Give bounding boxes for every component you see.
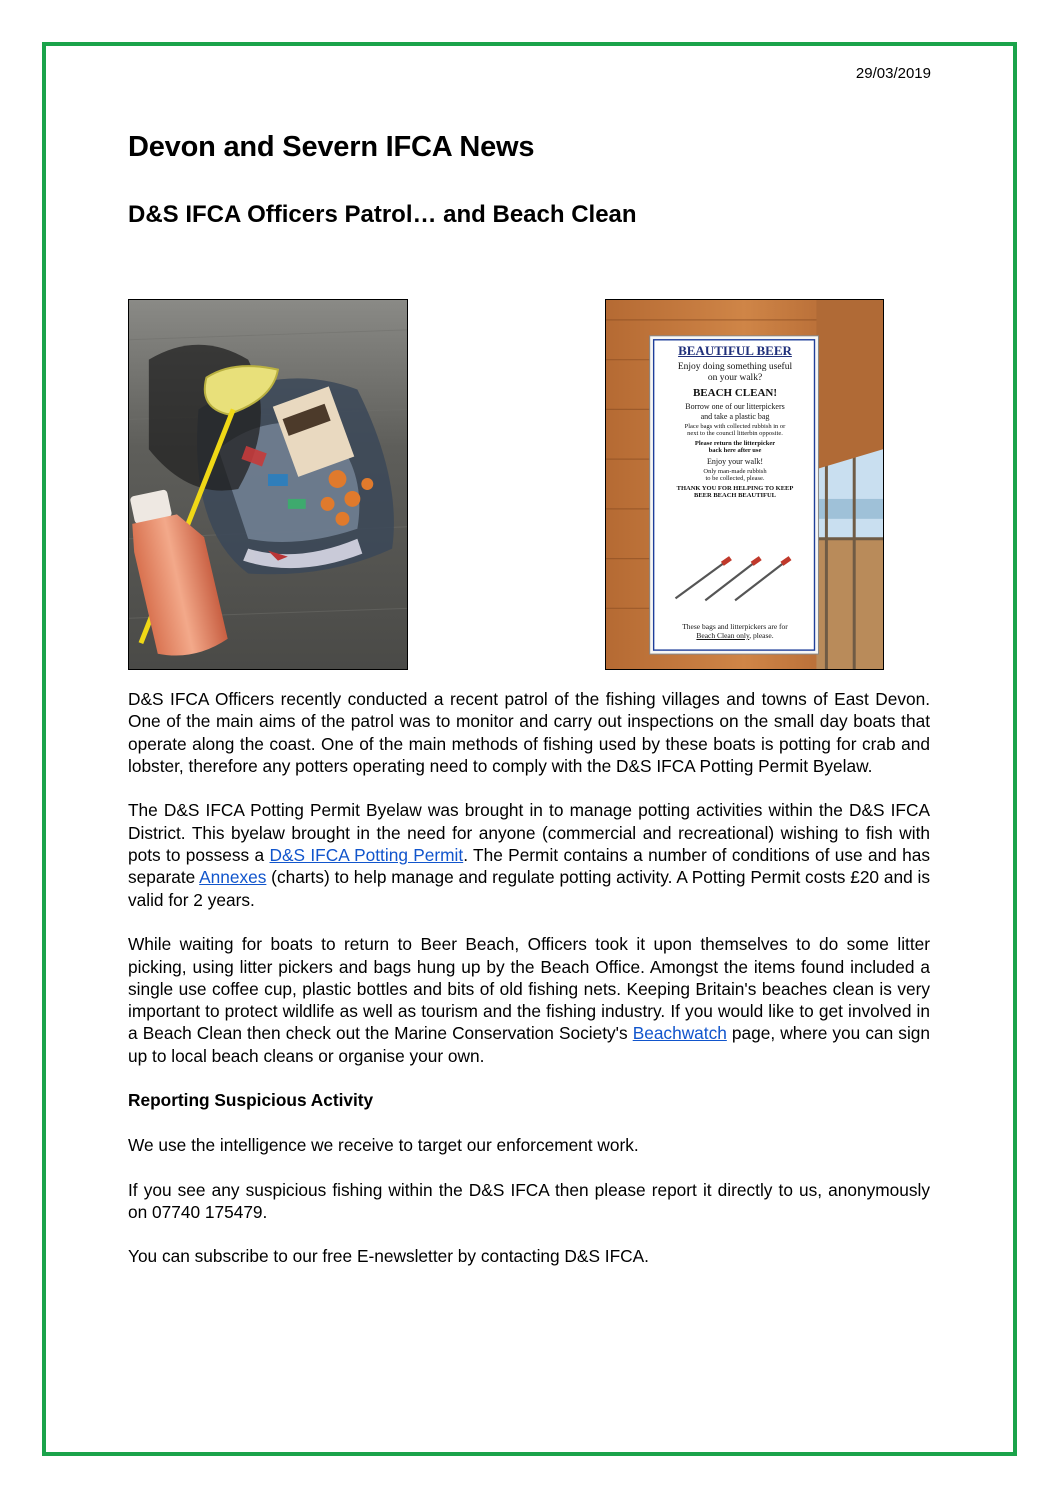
sign-heading: BEACH CLEAN! <box>692 386 778 399</box>
paragraph-litter-picking <box>128 933 930 1067</box>
publication-date: 29/03/2019 <box>855 65 931 82</box>
sign-underlined-text: Beach Clean only <box>696 631 750 640</box>
sign-title: BEAUTIFUL BEER <box>678 343 792 358</box>
sign-line: and take a plastic bag <box>700 411 770 421</box>
sign-line: back here after use <box>708 447 762 455</box>
beachwatch-link[interactable]: Beachwatch <box>632 1023 727 1044</box>
text-span: The D&S IFCA Potting Permit Byelaw was brought in to manage potting activities within the D&S IFCA District. This byelaw brought in the need for anyone (commercial and recreational) wishing to fish with pots to possess a <box>128 800 930 866</box>
text-span: (charts) to help manage and regulate potting activity. A Potting Permit costs £20 and is valid for 2 years. <box>128 867 930 910</box>
paragraph-byelaw <box>128 799 930 910</box>
sign-line: THANK YOU FOR HELPING TO KEEP <box>676 484 794 492</box>
sign-line: BEER BEACH BEAUTIFUL <box>694 492 776 500</box>
article-subtitle: D&S IFCA Officers Patrol… and Beach Clean <box>128 201 637 228</box>
sign-line: Enjoy your walk! <box>707 456 763 466</box>
paragraph-patrol: D&S IFCA Officers recently conducted a recent patrol of the fishing villages and towns of East Devon. One of the main aims of the patrol was to monitor and carry out inspections on the small day boats that operate along the coast. One of the main methods of fishing used by these boats is potting for crab and lobster, therefore any potters operating need to comply with the D&S IFCA Potting Permit Byelaw. <box>128 689 930 776</box>
sign-text-tail: , please. <box>749 631 774 640</box>
potting-permit-link[interactable]: D&S IFCA Potting Permit <box>269 845 464 866</box>
page-title: Devon and Severn IFCA News <box>128 131 535 163</box>
paragraph-newsletter: You can subscribe to our free E-newsletter by contacting D&S IFCA. <box>128 1246 649 1267</box>
section-heading: Reporting Suspicious Activity <box>128 1090 374 1111</box>
paragraph-intelligence: We use the intelligence we receive to target our enforcement work. <box>128 1134 639 1155</box>
paragraph-report: If you see any suspicious fishing within the D&S IFCA then please report it directly to us, anonymously on 07740 175479. <box>128 1179 930 1222</box>
litter-bag-photo <box>128 299 408 670</box>
sign-line: on your walk? <box>707 372 763 383</box>
sign-line: Borrow one of our litterpickers <box>685 402 785 412</box>
sign-text <box>657 344 813 502</box>
sign-line <box>657 631 813 640</box>
text-span: . The Permit contains a number of conditions of use and has separate <box>128 845 930 888</box>
sign-line: Please return the litterpicker <box>694 439 776 447</box>
annexes-link[interactable]: Annexes <box>199 867 267 888</box>
beach-sign-photo <box>605 299 884 670</box>
sign-line: These bags and litterpickers are for <box>682 622 788 631</box>
sign-footer <box>657 622 813 640</box>
sign-line: Place bags with collected rubbish in or <box>684 422 786 430</box>
sign-line: to be collected, please. <box>705 475 765 483</box>
text-span: page, where you can sign up to local beach cleans or organise your own. <box>128 1023 931 1066</box>
sign-line: Only man-made rubbish <box>703 467 767 475</box>
sign-line: Enjoy doing something useful <box>677 361 793 372</box>
sign-line: next to the council litterbin opposite. <box>687 430 783 438</box>
text-span: While waiting for boats to return to Beer Beach, Officers took it upon themselves to do some litter picking, using litter pickers and bags hung up by the Beach Office. Amongst the items found included a single use coffee cup, plastic bottles and bits of old fishing nets. Keeping Britain's beaches clean is very important to protect wildlife as well as tourism and the fishing industry. If you would like to get involved in a Beach Clean then check out the Marine Conservation Society's <box>128 934 930 1044</box>
article-body <box>128 688 930 1290</box>
